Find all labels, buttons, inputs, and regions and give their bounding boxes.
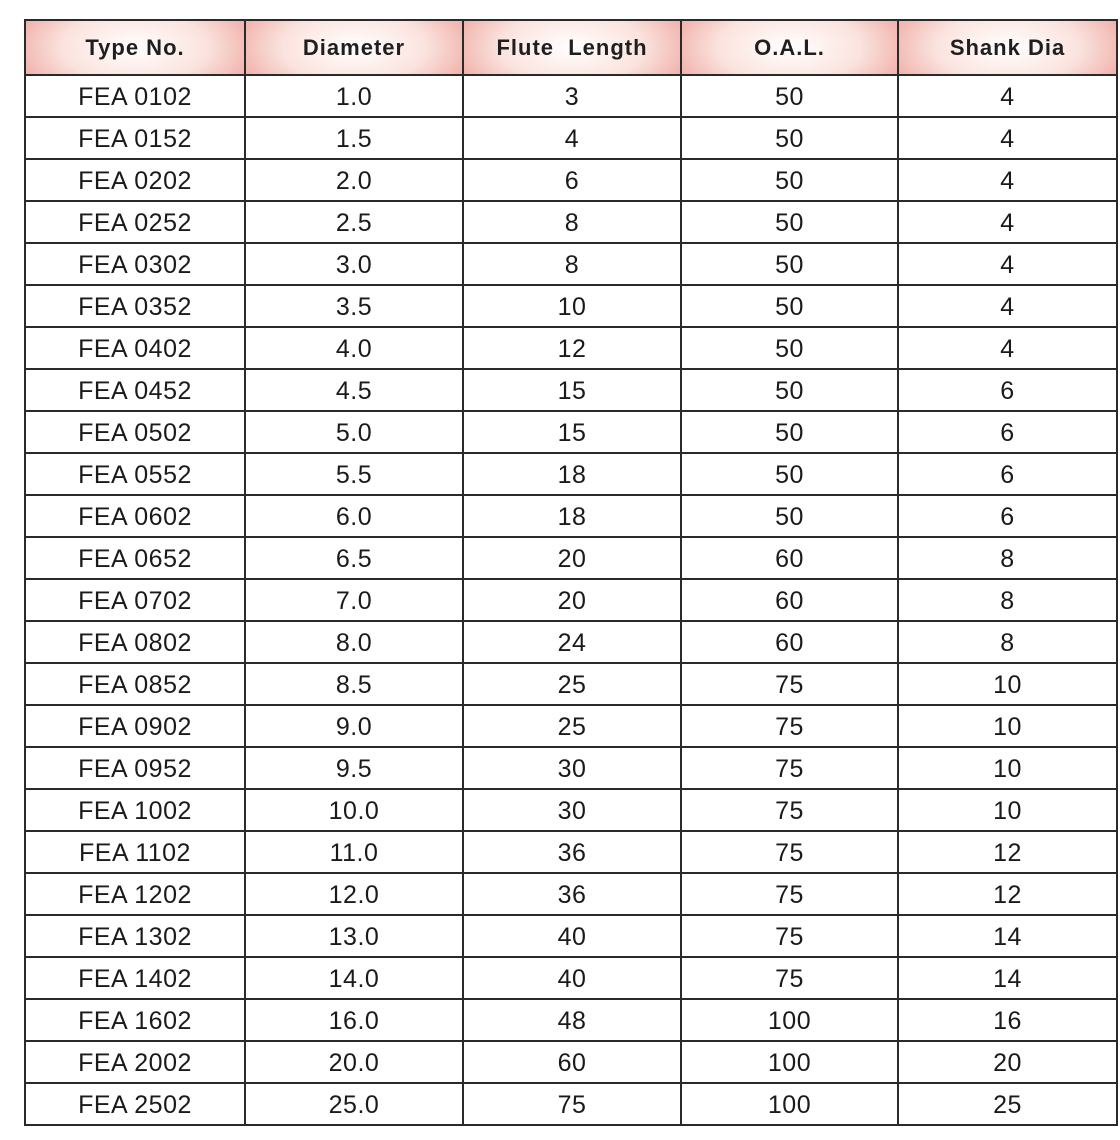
cell-flute-length: 30 — [463, 747, 681, 789]
cell-shank-dia: 10 — [898, 747, 1117, 789]
cell-diameter: 14.0 — [245, 957, 463, 999]
cell-oal: 50 — [681, 201, 898, 243]
header-shank-dia: Shank Dia — [898, 20, 1117, 75]
cell-flute-length: 20 — [463, 579, 681, 621]
cell-oal: 50 — [681, 327, 898, 369]
cell-shank-dia: 4 — [898, 159, 1117, 201]
header-row — [25, 20, 1117, 75]
table-row — [25, 579, 1117, 621]
cell-oal: 50 — [681, 411, 898, 453]
cell-shank-dia: 12 — [898, 873, 1117, 915]
cell-flute-length: 8 — [463, 201, 681, 243]
cell-shank-dia: 20 — [898, 1041, 1117, 1083]
cell-oal: 75 — [681, 831, 898, 873]
cell-diameter: 9.0 — [245, 705, 463, 747]
cell-diameter: 2.0 — [245, 159, 463, 201]
cell-oal: 75 — [681, 705, 898, 747]
cell-shank-dia: 14 — [898, 915, 1117, 957]
cell-type-no: FEA 1202 — [25, 873, 245, 915]
cell-diameter: 13.0 — [245, 915, 463, 957]
cell-flute-length: 25 — [463, 705, 681, 747]
table-row — [25, 369, 1117, 411]
cell-type-no: FEA 0652 — [25, 537, 245, 579]
cell-type-no: FEA 1102 — [25, 831, 245, 873]
cell-oal: 50 — [681, 75, 898, 117]
cell-type-no: FEA 0452 — [25, 369, 245, 411]
cell-oal: 60 — [681, 621, 898, 663]
table-row — [25, 747, 1117, 789]
cell-diameter: 10.0 — [245, 789, 463, 831]
cell-oal: 50 — [681, 453, 898, 495]
cell-oal: 50 — [681, 495, 898, 537]
table-row — [25, 243, 1117, 285]
cell-oal: 75 — [681, 663, 898, 705]
cell-diameter: 7.0 — [245, 579, 463, 621]
cell-shank-dia: 14 — [898, 957, 1117, 999]
cell-oal: 75 — [681, 789, 898, 831]
cell-flute-length: 15 — [463, 369, 681, 411]
cell-oal: 75 — [681, 957, 898, 999]
cell-type-no: FEA 2502 — [25, 1083, 245, 1125]
cell-type-no: FEA 0552 — [25, 453, 245, 495]
cell-diameter: 16.0 — [245, 999, 463, 1041]
cell-shank-dia: 25 — [898, 1083, 1117, 1125]
cell-type-no: FEA 0602 — [25, 495, 245, 537]
cell-oal: 50 — [681, 159, 898, 201]
cell-type-no: FEA 0702 — [25, 579, 245, 621]
table-row — [25, 117, 1117, 159]
cell-flute-length: 18 — [463, 495, 681, 537]
cell-oal: 75 — [681, 915, 898, 957]
cell-type-no: FEA 0852 — [25, 663, 245, 705]
table-row — [25, 411, 1117, 453]
cell-flute-length: 40 — [463, 915, 681, 957]
cell-flute-length: 3 — [463, 75, 681, 117]
cell-type-no: FEA 1602 — [25, 999, 245, 1041]
cell-type-no: FEA 0202 — [25, 159, 245, 201]
cell-shank-dia: 6 — [898, 495, 1117, 537]
cell-oal: 100 — [681, 1083, 898, 1125]
cell-diameter: 3.0 — [245, 243, 463, 285]
cell-shank-dia: 8 — [898, 537, 1117, 579]
cell-shank-dia: 12 — [898, 831, 1117, 873]
cell-oal: 50 — [681, 369, 898, 411]
header-flute-length: Flute Length — [463, 20, 681, 75]
cell-type-no: FEA 0252 — [25, 201, 245, 243]
table-row — [25, 1041, 1117, 1083]
cell-shank-dia: 4 — [898, 243, 1117, 285]
cell-diameter: 4.5 — [245, 369, 463, 411]
cell-flute-length: 75 — [463, 1083, 681, 1125]
cell-shank-dia: 8 — [898, 579, 1117, 621]
cell-diameter: 4.0 — [245, 327, 463, 369]
cell-diameter: 5.5 — [245, 453, 463, 495]
header-oal: O.A.L. — [681, 20, 898, 75]
cell-diameter: 3.5 — [245, 285, 463, 327]
cell-shank-dia: 6 — [898, 411, 1117, 453]
cell-flute-length: 10 — [463, 285, 681, 327]
cell-type-no: FEA 0152 — [25, 117, 245, 159]
cell-oal: 100 — [681, 1041, 898, 1083]
cell-flute-length: 60 — [463, 1041, 681, 1083]
cell-shank-dia: 4 — [898, 117, 1117, 159]
cell-flute-length: 48 — [463, 999, 681, 1041]
table-row — [25, 915, 1117, 957]
cell-diameter: 9.5 — [245, 747, 463, 789]
cell-type-no: FEA 0302 — [25, 243, 245, 285]
cell-shank-dia: 4 — [898, 285, 1117, 327]
cell-diameter: 12.0 — [245, 873, 463, 915]
cell-diameter: 6.5 — [245, 537, 463, 579]
cell-flute-length: 36 — [463, 831, 681, 873]
cell-oal: 50 — [681, 117, 898, 159]
cell-type-no: FEA 0902 — [25, 705, 245, 747]
table-row — [25, 789, 1117, 831]
table-row — [25, 495, 1117, 537]
cell-shank-dia: 10 — [898, 705, 1117, 747]
cell-type-no: FEA 1402 — [25, 957, 245, 999]
cell-diameter: 2.5 — [245, 201, 463, 243]
cell-diameter: 8.0 — [245, 621, 463, 663]
cell-oal: 60 — [681, 579, 898, 621]
table-row — [25, 663, 1117, 705]
cell-shank-dia: 4 — [898, 201, 1117, 243]
cell-diameter: 25.0 — [245, 1083, 463, 1125]
header-diameter: Diameter — [245, 20, 463, 75]
cell-flute-length: 25 — [463, 663, 681, 705]
header-type-no: Type No. — [25, 20, 245, 75]
table-row — [25, 1083, 1117, 1125]
cell-flute-length: 15 — [463, 411, 681, 453]
cell-diameter: 1.0 — [245, 75, 463, 117]
cell-shank-dia: 10 — [898, 789, 1117, 831]
table-row — [25, 327, 1117, 369]
cell-oal: 75 — [681, 747, 898, 789]
cell-type-no: FEA 0402 — [25, 327, 245, 369]
cell-shank-dia: 6 — [898, 369, 1117, 411]
cell-diameter: 11.0 — [245, 831, 463, 873]
cell-diameter: 5.0 — [245, 411, 463, 453]
cell-flute-length: 40 — [463, 957, 681, 999]
cell-flute-length: 36 — [463, 873, 681, 915]
cell-type-no: FEA 0102 — [25, 75, 245, 117]
cell-flute-length: 30 — [463, 789, 681, 831]
cell-diameter: 6.0 — [245, 495, 463, 537]
table-row — [25, 999, 1117, 1041]
cell-type-no: FEA 0352 — [25, 285, 245, 327]
cell-shank-dia: 10 — [898, 663, 1117, 705]
cell-shank-dia: 16 — [898, 999, 1117, 1041]
cell-type-no: FEA 0802 — [25, 621, 245, 663]
cell-flute-length: 8 — [463, 243, 681, 285]
table-row — [25, 159, 1117, 201]
cell-oal: 50 — [681, 285, 898, 327]
table-row — [25, 75, 1117, 117]
cell-type-no: FEA 1302 — [25, 915, 245, 957]
cell-type-no: FEA 1002 — [25, 789, 245, 831]
cell-type-no: FEA 0502 — [25, 411, 245, 453]
cell-diameter: 20.0 — [245, 1041, 463, 1083]
cell-flute-length: 6 — [463, 159, 681, 201]
cell-diameter: 8.5 — [245, 663, 463, 705]
spec-table — [24, 19, 1118, 1126]
table-row — [25, 831, 1117, 873]
table-body — [25, 75, 1117, 1125]
table-row — [25, 453, 1117, 495]
cell-flute-length: 4 — [463, 117, 681, 159]
table-row — [25, 957, 1117, 999]
cell-shank-dia: 6 — [898, 453, 1117, 495]
table-row — [25, 285, 1117, 327]
cell-type-no: FEA 0952 — [25, 747, 245, 789]
cell-type-no: FEA 2002 — [25, 1041, 245, 1083]
table-row — [25, 201, 1117, 243]
cell-flute-length: 20 — [463, 537, 681, 579]
cell-oal: 50 — [681, 243, 898, 285]
cell-oal: 75 — [681, 873, 898, 915]
table-row — [25, 621, 1117, 663]
table-row — [25, 537, 1117, 579]
cell-flute-length: 12 — [463, 327, 681, 369]
cell-oal: 60 — [681, 537, 898, 579]
cell-flute-length: 24 — [463, 621, 681, 663]
table-row — [25, 873, 1117, 915]
cell-diameter: 1.5 — [245, 117, 463, 159]
cell-oal: 100 — [681, 999, 898, 1041]
table-row — [25, 705, 1117, 747]
cell-shank-dia: 4 — [898, 75, 1117, 117]
cell-flute-length: 18 — [463, 453, 681, 495]
cell-shank-dia: 4 — [898, 327, 1117, 369]
cell-shank-dia: 8 — [898, 621, 1117, 663]
